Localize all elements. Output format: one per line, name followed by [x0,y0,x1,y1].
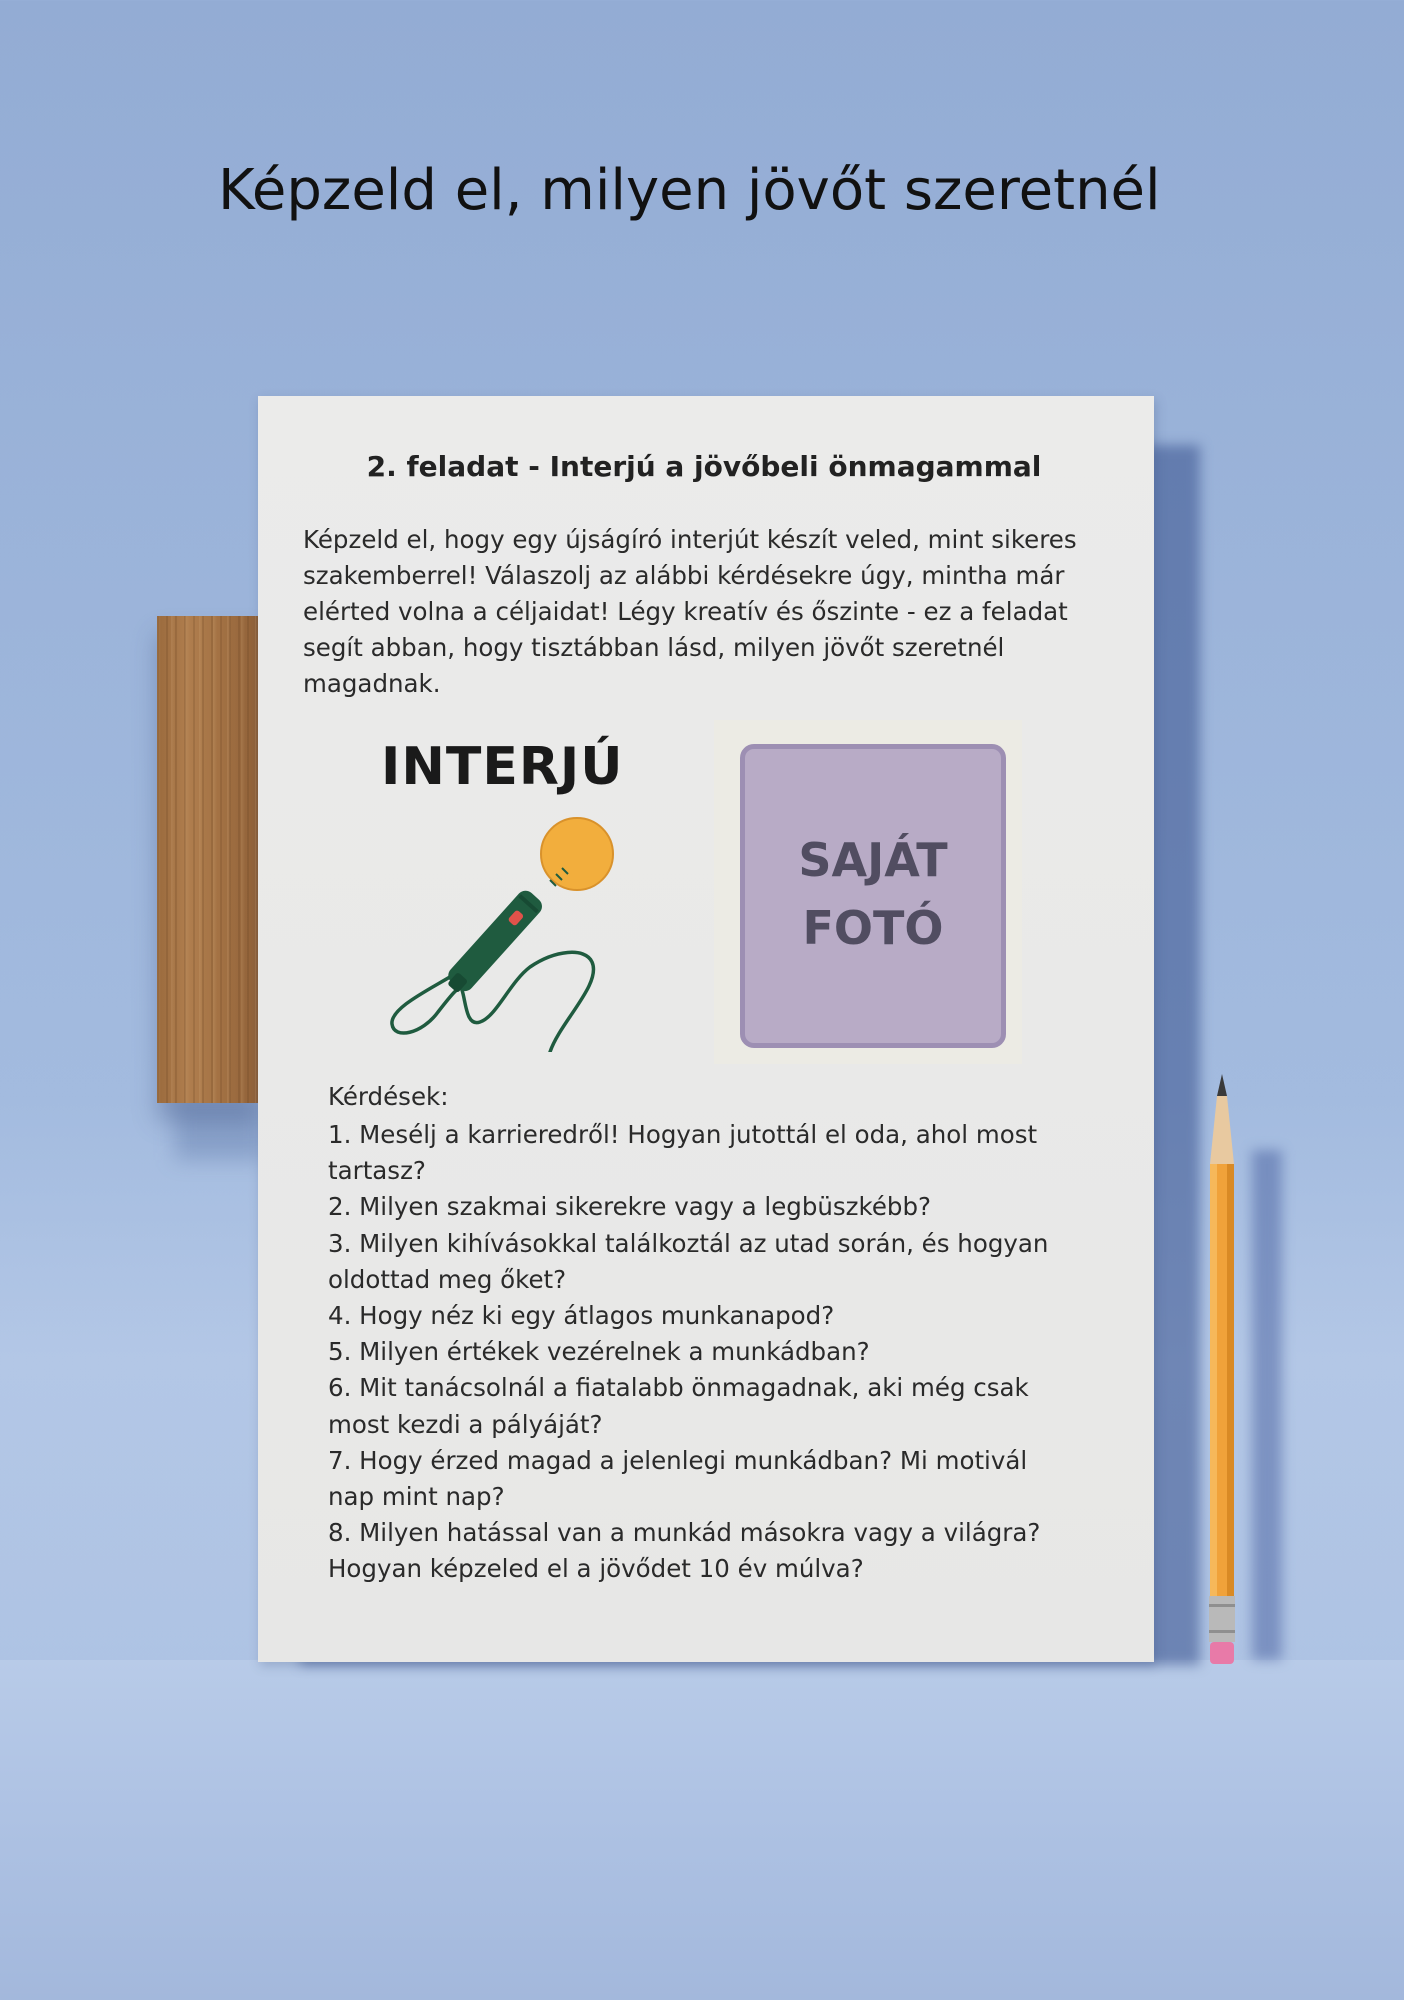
floor-surface [0,1660,1404,2000]
intro-paragraph [303,522,1133,702]
question-line: 3. Milyen kihívásokkal találkoztál az utad során, és hogyan [328,1228,1049,1258]
question-line: 5. Milyen értékek vezérelnek a munkádban? [328,1337,870,1367]
wood-block-image [157,616,261,1103]
page-headline: Képzeld el, milyen jövőt szeretnél [218,158,1161,223]
question-line: tartasz? [328,1156,426,1186]
question-line: 4. Hogy néz ki egy átlagos munkanapod? [328,1301,835,1331]
question-line: most kezdi a pályáját? [328,1409,603,1439]
intro-line: elérted volna a céljaidat! Légy kreatív és őszinte - ez a feladat [303,597,1068,626]
questions-heading: Kérdések: [328,1082,449,1111]
question-line: 6. Mit tanácsolnál a fiatalabb önmagadnak, aki még csak [328,1373,1029,1403]
question-line: Hogyan képzeled el a jövődet 10 év múlva? [328,1554,864,1584]
pencil-shadow [1252,1150,1282,1660]
intro-line: magadnak. [303,669,441,698]
photo-label-line2: FOTÓ [802,901,944,955]
own-photo-label [740,826,1006,962]
pencil-icon [1200,1074,1244,1674]
questions-list [328,1117,1138,1588]
question-line: nap mint nap? [328,1482,505,1512]
interju-heading: INTERJÚ [381,737,624,797]
photo-label-line1: SAJÁT [798,833,948,887]
intro-line: Képzeld el, hogy egy újságíró interjút készít veled, mint sikeres [303,525,1077,554]
intro-line: szakemberrel! Válaszolj az alábbi kérdésekre úgy, mintha már [303,561,1065,590]
question-line: 2. Milyen szakmai sikerekre vagy a legbüszkébb? [328,1192,932,1222]
question-line: oldottad meg őket? [328,1264,567,1294]
question-line: 8. Milyen hatással van a munkád másokra vagy a világra? [328,1518,1041,1548]
question-line: 1. Mesélj a karrieredről! Hogyan jutottál el oda, ahol most [328,1120,1038,1149]
intro-line: segít abban, hogy tisztábban lásd, milyen jövőt szeretnél [303,633,1005,662]
question-line: 7. Hogy érzed magad a jelenlegi munkádban? Mi motivál [328,1445,1028,1475]
task-title: 2. feladat - Interjú a jövőbeli önmagammal [366,450,1042,483]
wood-block-shadow [175,1100,265,1160]
microphone-icon [380,812,640,1052]
